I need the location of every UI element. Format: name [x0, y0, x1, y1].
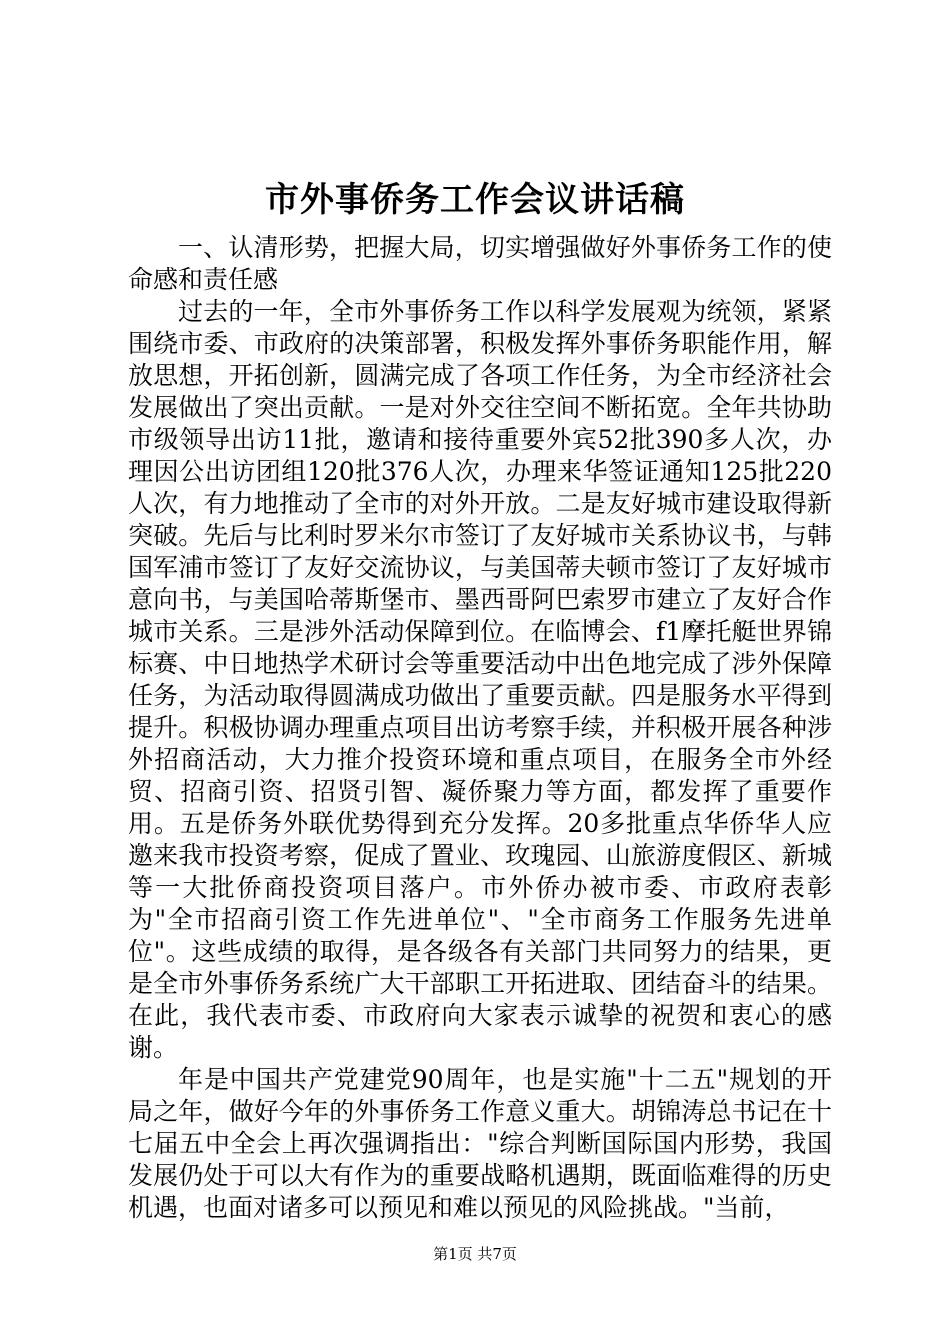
body-paragraph: 年是中国共产党建党90周年，也是实施"十二五"规划的开局之年，做好今年的外事侨务工作意义重大。胡锦涛总书记在十七届五中全会上再次强调指出："综合判断国际国内形势，我国发展仍处于可以大有作为的重要战略机遇期，既面临难得的历史机遇，也面对诸多可以预见和难以预见的风险挑战。"当前，	[128, 1065, 832, 1222]
body-paragraph: 过去的一年，全市外事侨务工作以科学发展观为统领，紧紧围绕市委、市政府的决策部署，积极发挥外事侨务职能作用，解放思想，开拓创新，圆满完成了各项工作任务，为全市经济社会发展做出了突出贡献。一是对外交往空间不断拓宽。全年共协助市级领导出访11批，邀请和接待重要外宾52批390多人次，办理因公出访团组120批376人次，办理来华签证通知125批220人次，有力地推动了全市的对外开放。二是友好城市建设取得新突破。先后与比利时罗米尔市签订了友好城市关系协议书，与韩国军浦市签订了友好交流协议，与美国蒂夫顿市签订了友好城市意向书，与美国哈蒂斯堡市、墨西哥阿巴索罗市建立了友好合作城市关系。三是涉外活动保障到位。在临博会、f1摩托艇世界锦标赛、中日地热学术研讨会等重要活动中出色地完成了涉外保障任务，为活动取得圆满成功做出了重要贡献。四是服务水平得到提升。积极协调办理重点项目出访考察手续，并积极开展各种涉外招商活动，大力推介投资环境和重点项目，在服务全市外经贸、招商引资、招贤引智、凝侨聚力等方面，都发挥了重要作用。五是侨务外联优势得到充分发挥。20多批重点华侨华人应邀来我市投资考察，促成了置业、玫瑰园、山旅游度假区、新城等一大批侨商投资项目落户。市外侨办被市委、市政府表彰为"全市招商引资工作先进单位"、"全市商务工作服务先进单位"。这些成绩的取得，是各级各有关部门共同努力的结果，更是全市外事侨务系统广大干部职工开拓进取、团结奋斗的结果。在此，我代表市委、市政府向大家表示诚挚的祝贺和衷心的感谢。	[128, 297, 832, 1062]
document-body	[128, 232, 832, 1224]
page-number-footer: 第1页 共7页	[433, 1245, 517, 1263]
document-title: 市外事侨务工作会议讲话稿	[265, 180, 685, 220]
section-heading-paragraph: 一、认清形势，把握大局，切实增强做好外事侨务工作的使命感和责任感	[128, 233, 832, 294]
